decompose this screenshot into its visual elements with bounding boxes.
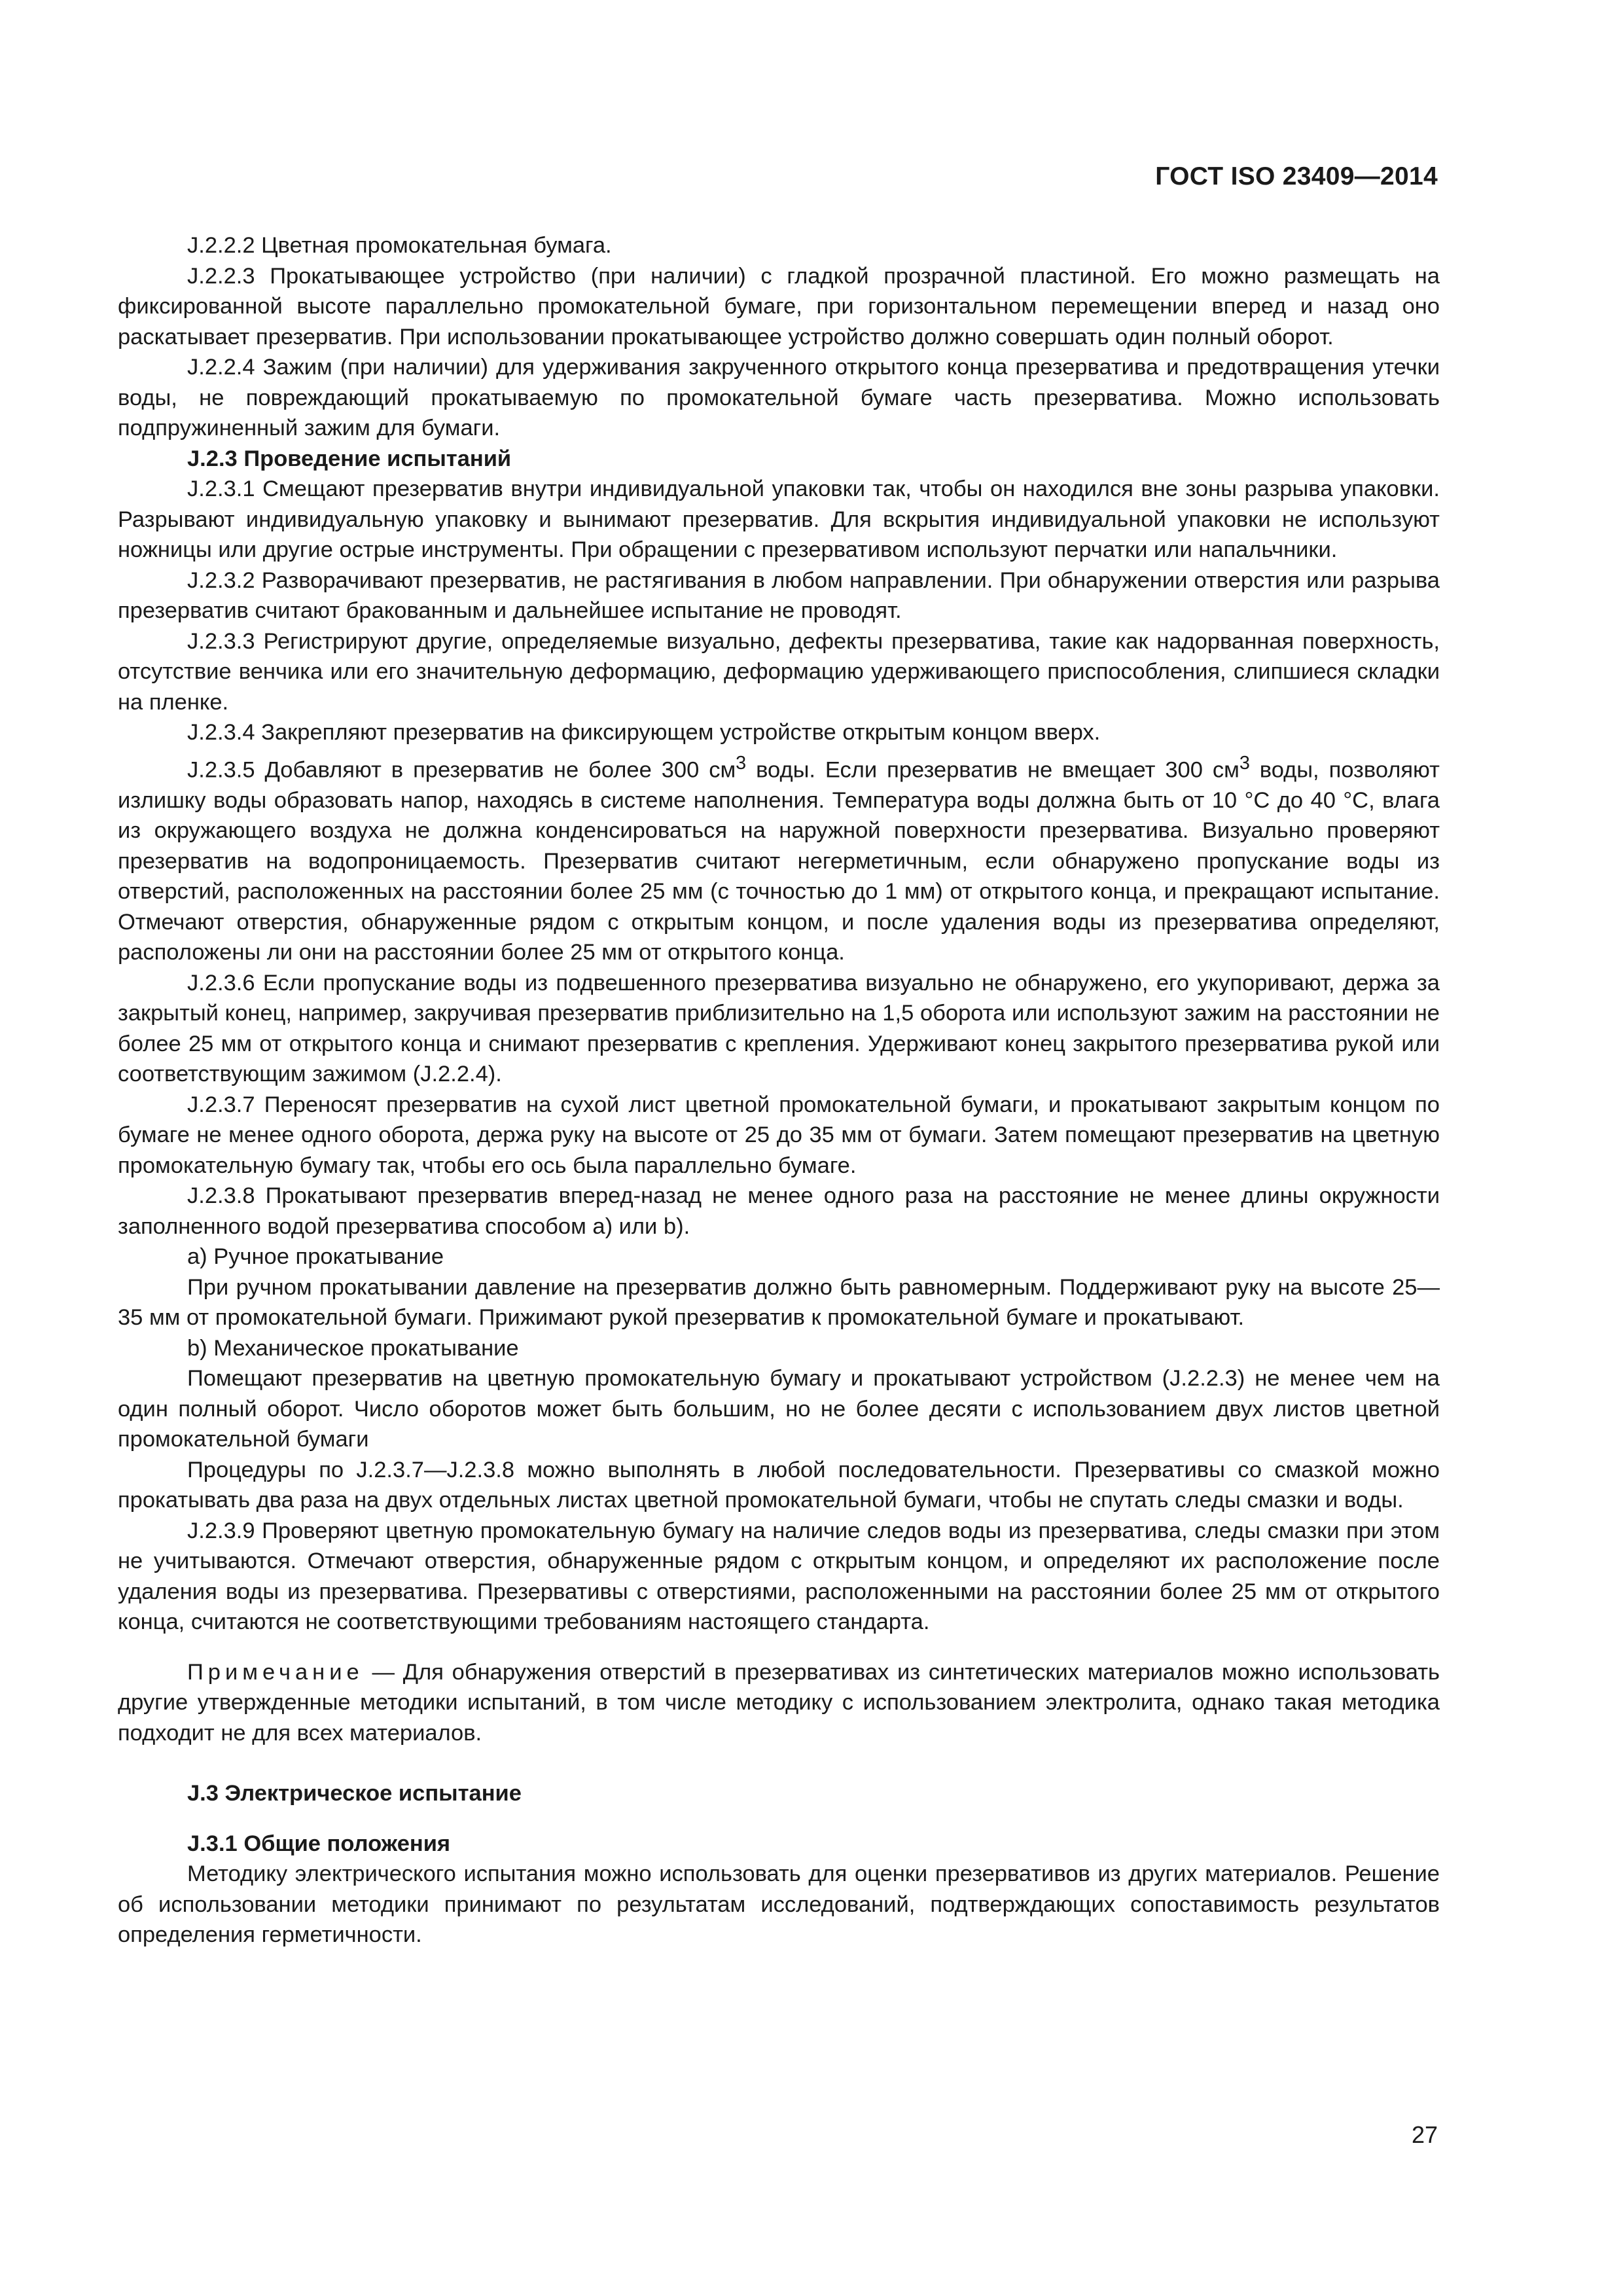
heading-j3: J.3 Электрическое испытание	[187, 1781, 522, 1806]
paragraph-j2-3-3: J.2.3.3 Регистрируют другие, определяемые визуально, дефекты презерватива, такие как надорванная поверхность, отсутствие венчика или его значительную деформацию, деформацию удерживающего приспособления, слипшиеся складки на пленке.	[118, 628, 1440, 715]
paragraph-j2-2-3: J.2.2.3 Прокатывающее устройство (при наличии) с гладкой прозрачной пластиной. Его можно размещать на фиксированной высоте параллельно промокательной бумаге, при горизонтальном перемещении вперед и назад оно раскатывает презерватив. При использовании прокатывающее устройство должно совершать один полный оборот.	[118, 263, 1440, 350]
paragraph-j2-2-2: J.2.2.2 Цветная промокательная бумага.	[187, 233, 612, 258]
note	[118, 1657, 1440, 1749]
paragraph-manual-rolling: При ручном прокатывании давление на презерватив должно быть равномерным. Поддерживают руку на высоте 25—35 мм от промокательной бумаги. Прижимают рукой презерватив к промокательной бумаге и прокатывают.	[118, 1274, 1440, 1330]
note-label: Примечание	[187, 1659, 364, 1685]
paragraph-j2-3-8: J.2.3.8 Прокатывают презерватив вперед-назад не менее одного раза на расстояние не менее длины окружности заполненного водой презерватива способом а) или b).	[118, 1183, 1440, 1239]
superscript-3: 3	[736, 752, 747, 774]
paragraph-procedures: Процедуры по J.2.3.7—J.2.3.8 можно выполнять в любой последовательности. Презервативы со смазкой можно прокатывать два раза на двух отдельных листах цветной промокательной бумаги, чтобы не спутать следы смазки и воды.	[118, 1457, 1440, 1513]
list-item-manual-rolling: а) Ручное прокатывание	[187, 1244, 444, 1269]
heading-j2-3: J.2.3 Проведение испытаний	[187, 446, 512, 471]
paragraph-j2-2-4: J.2.2.4 Зажим (при наличии) для удерживания закрученного открытого конца презерватива и предотвращения утечки воды, не повреждающий прокатываемую по промокательной бумаге часть презерватива. Можно использовать подпружиненный зажим для бумаги.	[118, 355, 1440, 440]
page-number: 27	[1411, 2121, 1438, 2148]
note-text: — Для обнаружения отверстий в презервативах из синтетических материалов можно использовать другие утвержденные методики испытаний, в том числе методику с использованием электролита, однако такая методика подходит не для всех материалов.	[118, 1659, 1440, 1746]
document-body	[118, 230, 1440, 1950]
paragraph-j2-3-1: J.2.3.1 Смещают презерватив внутри индивидуальной упаковки так, чтобы он находился вне зоны разрыва упаковки. Разрывают индивидуальную упаковку и вынимают презерватив. Для вскрытия индивидуальной упаковки не используют ножницы или другие острые инструменты. При обращении с презервативом используют перчатки или напальчники.	[118, 476, 1440, 562]
paragraph-j2-3-6: J.2.3.6 Если пропускание воды из подвешенного презерватива визуально не обнаружено, его укупоривают, держа за закрытый конец, например, закручивая презерватив приблизительно на 1,5 оборота или используют зажим на расстоянии не более 25 мм от открытого конца и снимают презерватив с крепления. Удерживают конец закрытого презерватива рукой или соответствующим зажимом (J.2.2.4).	[118, 970, 1440, 1086]
superscript-3: 3	[1239, 752, 1250, 774]
paragraph-j2-3-2: J.2.3.2 Разворачивают презерватив, не растягивания в любом направлении. При обнаружении отверстия или разрыва презерватив считают бракованным и дальнейшее испытание не проводят.	[118, 567, 1440, 623]
list-item-mechanical-rolling: b) Механическое прокатывание	[187, 1335, 519, 1361]
paragraph-j2-3-5-part2: воды. Если презерватив не вмещает 300 см	[746, 757, 1240, 782]
paragraph-j2-3-9: J.2.3.9 Проверяют цветную промокательную бумагу на наличие следов воды из презерватива, следы смазки при этом не учитываются. Отмечают отверстия, обнаруженные рядом с открытым концом, и определяют их расположение после удаления воды из презерватива. Презервативы с отверстиями, расположенными на расстоянии более 25 мм от открытого конца, считаются не соответствующими требованиям настоящего стандарта.	[118, 1518, 1440, 1634]
paragraph-mechanical-rolling: Помещают презерватив на цветную промокательную бумагу и прокатывают устройством (J.2.2.3) не менее чем на один полный оборот. Число оборотов может быть большим, но не более десяти с использованием двух листов цветной промокательной бумаги	[118, 1366, 1440, 1452]
paragraph-j2-3-5	[118, 748, 1440, 968]
paragraph-j2-3-5-part1: J.2.3.5 Добавляют в презерватив не более 300 см	[187, 757, 736, 782]
paragraph-j2-3-7: J.2.3.7 Переносят презерватив на сухой лист цветной промокательной бумаги, и прокатывают закрытым концом по бумаге не менее одного оборота, держа руку на высоте от 25 до 35 мм от бумаги. Затем помещают презерватив на цветную промокательную бумагу так, чтобы его ось была параллельно бумаге.	[118, 1092, 1440, 1178]
heading-j3-1: J.3.1 Общие положения	[187, 1831, 451, 1856]
paragraph-j2-3-4: J.2.3.4 Закрепляют презерватив на фиксирующем устройстве открытым концом вверх.	[187, 720, 1101, 745]
document-header: ГОСТ ISO 23409—2014	[1155, 162, 1438, 190]
paragraph-j2-3-5-part3: воды, позволяют излишку воды образовать напор, находясь в системе наполнения. Температура воды должна быть от 10 °С до 40 °С, влага из окружающего воздуха не должна конденсироваться на наружной поверхности презерватива. Визуально проверяют презерватив на водопроницаемость. Презерватив считают негерметичным, если обнаружено пропускание воды из отверстий, расположенных на расстоянии более 25 мм (с точностью до 1 мм) от открытого конца, и прекращают испытание. Отмечают отверстия, обнаруженные рядом с открытым концом, и после удаления воды из презерватива определяют, расположены ли они на расстоянии более 25 мм от открытого конца.	[118, 757, 1440, 965]
paragraph-j3-1: Методику электрического испытания можно использовать для оценки презервативов из других материалов. Решение об использовании методики принимают по результатам исследований, подтверждающих сопоставимость результатов определения герметичности.	[118, 1861, 1440, 1947]
